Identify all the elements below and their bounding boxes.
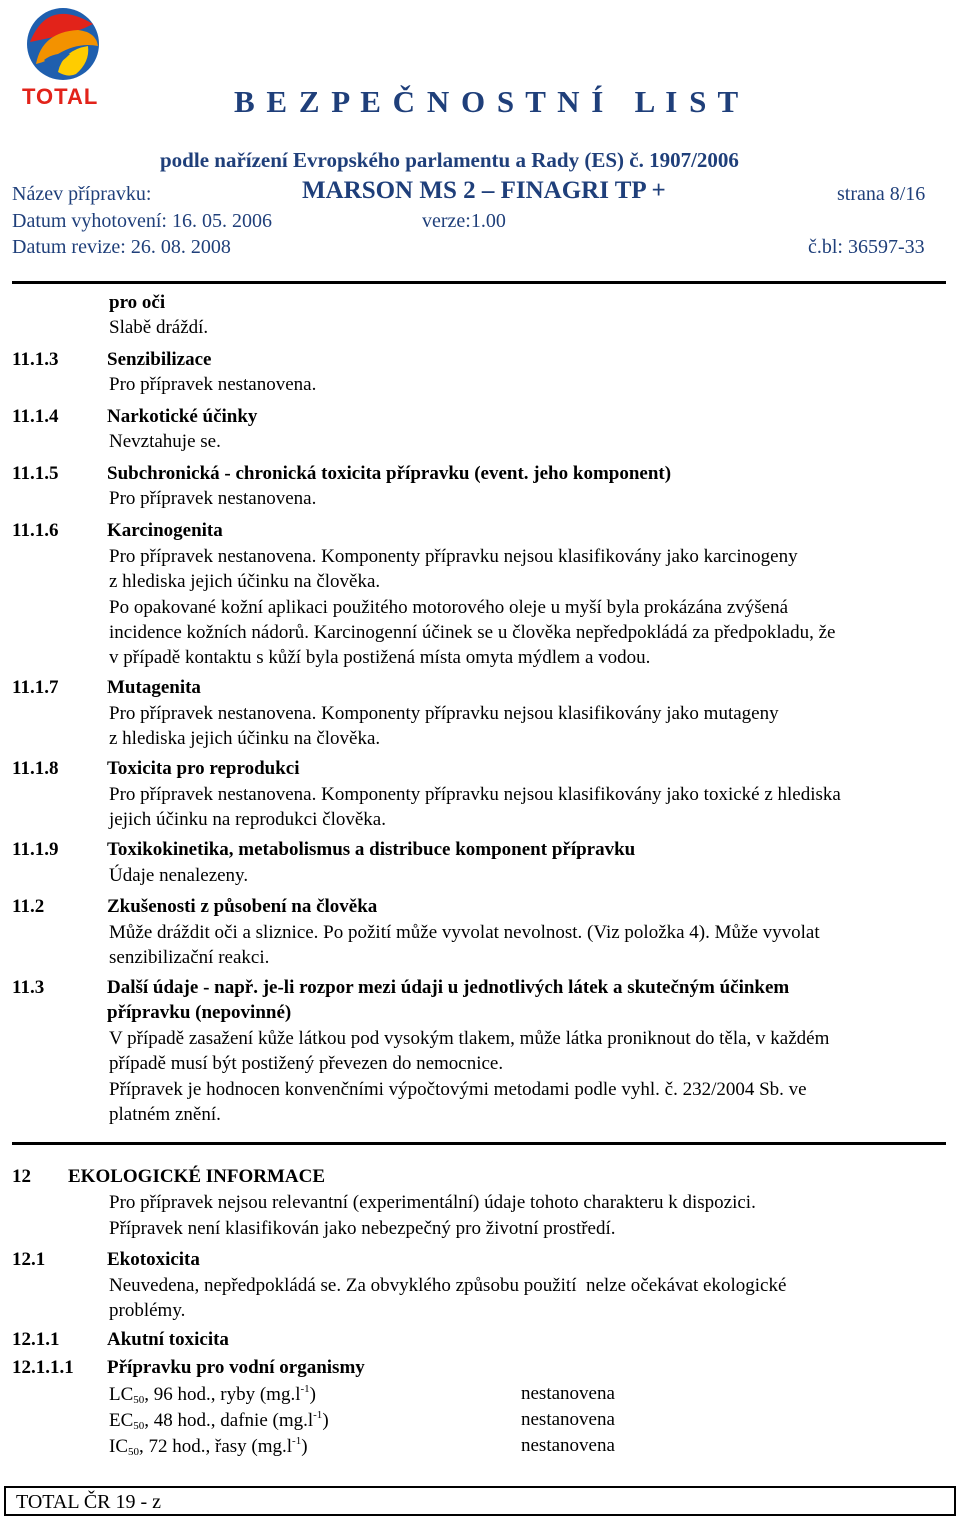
total-logo — [18, 2, 108, 110]
document-title: B E Z P E Č N O S T N Í L I S T — [234, 84, 741, 119]
metric-close: ) — [301, 1436, 308, 1457]
paragraph-line: Může dráždit oči a sliznice. Po požití může vyvolat nevolnost. (Viz položka 4). Může vyvolat — [109, 922, 820, 943]
metric-detail: , 96 hod., ryby (mg.l — [144, 1384, 301, 1405]
paragraph-line: platném znění. — [109, 1104, 221, 1125]
paragraph-line: V případě zasažení kůže látkou pod vysokým tlakem, může látka proniknout do těla, v každém — [109, 1028, 830, 1049]
section-number: 11.1.5 — [12, 463, 59, 484]
metric-subscript: 50 — [133, 1394, 145, 1406]
section-number: 11.1.6 — [12, 520, 59, 541]
paragraph: Pro přípravek nestanovena. — [109, 488, 317, 509]
paragraph: Pro přípravek nestanovena. — [109, 374, 317, 395]
section-heading: Přípravku pro vodní organismy — [107, 1357, 365, 1378]
version: verze:1.00 — [422, 210, 506, 232]
paragraph-line: Neuvedena, nepředpokládá se. Za obvyklého způsobu použití nelze očekávat ekologické — [109, 1275, 787, 1296]
page-number: strana 8/16 — [837, 183, 926, 205]
metric-close: ) — [309, 1384, 316, 1405]
section-heading: Zkušenosti z působení na člověka — [107, 896, 378, 917]
metric-subscript: 50 — [133, 1420, 145, 1432]
paragraph-line: v případě kontaktu s kůží byla postižená místa omyta mýdlem a vodou. — [109, 647, 651, 668]
section-heading: Ekotoxicita — [107, 1249, 200, 1270]
paragraph-line: Pro přípravek nejsou relevantní (experimentální) údaje tohoto charakteru k dispozici. — [109, 1192, 756, 1213]
section-heading: Akutní toxicita — [107, 1329, 229, 1350]
sheet-number: č.bl: 36597-33 — [808, 236, 925, 258]
eyes-heading: pro oči — [109, 292, 166, 313]
section-heading: Další údaje - např. je-li rozpor mezi údaji u jednotlivých látek a skutečným účinkem — [107, 977, 790, 998]
section-heading: Toxicita pro reprodukci — [107, 758, 300, 779]
section-number: 11.1.9 — [12, 839, 59, 860]
paragraph: Údaje nenalezeny. — [109, 865, 249, 886]
section-heading: Karcinogenita — [107, 520, 223, 541]
metric-detail: , 72 hod., řasy (mg.l — [139, 1436, 293, 1457]
section-heading: Senzibilizace — [107, 349, 212, 370]
toxicity-value: nestanovena — [521, 1435, 615, 1456]
toxicity-row — [109, 1383, 316, 1406]
metric-label: IC — [109, 1436, 128, 1457]
paragraph-line: problémy. — [109, 1300, 186, 1321]
section-number: 11.3 — [12, 977, 45, 998]
metric-label: EC — [109, 1410, 134, 1431]
section-number: 11.2 — [12, 896, 45, 917]
paragraph-line: Přípravek je hodnocen konvenčními výpočtovými metodami podle vyhl. č. 232/2004 Sb. ve — [109, 1079, 807, 1100]
product-label: Název přípravku: — [12, 183, 152, 205]
paragraph-line: Pro přípravek nestanovena. Komponenty přípravku nejsou klasifikovány jako mutageny — [109, 703, 779, 724]
paragraph: Nevztahuje se. — [109, 431, 221, 452]
section-heading: přípravku (nepovinné) — [107, 1002, 292, 1023]
paragraph-line: Pro přípravek nestanovena. Komponenty přípravku nejsou klasifikovány jako toxické z hlediska — [109, 784, 841, 805]
section-divider — [12, 1142, 946, 1145]
footer — [4, 1486, 956, 1516]
metric-superscript: -1 — [292, 1435, 302, 1447]
created-date: Datum vyhotovení: 16. 05. 2006 — [12, 210, 272, 232]
product-name: MARSON MS 2 – FINAGRI TP + — [302, 177, 666, 204]
header-divider — [12, 281, 946, 284]
eyes-text: Slabě dráždí. — [109, 317, 209, 338]
metric-label: LC — [109, 1384, 134, 1405]
section-number: 12.1.1.1 — [12, 1357, 74, 1378]
paragraph-line: Přípravek není klasifikován jako nebezpečný pro životní prostředí. — [109, 1218, 616, 1239]
toxicity-row — [109, 1435, 308, 1458]
regulation-line: podle nařízení Evropského parlamentu a Rady (ES) č. 1907/2006 — [160, 148, 739, 172]
section-number: 12.1 — [12, 1249, 46, 1270]
section-number: 11.1.8 — [12, 758, 59, 779]
paragraph-line: incidence kožních nádorů. Karcinogenní účinek se u člověka nepředpokládá za předpokladu, že — [109, 622, 836, 643]
section-number: 12.1.1 — [12, 1329, 60, 1350]
paragraph-line: případě musí být postižený převezen do nemocnice. — [109, 1053, 504, 1074]
section-heading: Toxikokinetika, metabolismus a distribuce komponent přípravku — [107, 839, 636, 860]
footer-text: TOTAL ČR 19 - z — [16, 1491, 162, 1513]
metric-subscript: 50 — [128, 1446, 139, 1458]
section-number: 11.1.7 — [12, 677, 59, 698]
revision-date: Datum revize: 26. 08. 2008 — [12, 236, 231, 258]
paragraph-line: z hlediska jejich účinku na člověka. — [109, 728, 381, 749]
toxicity-value: nestanovena — [521, 1409, 615, 1430]
section-heading: Mutagenita — [107, 677, 201, 698]
metric-superscript: -1 — [313, 1409, 323, 1421]
logo-text: TOTAL — [22, 84, 99, 109]
toxicity-value: nestanovena — [521, 1383, 615, 1404]
metric-close: ) — [322, 1410, 329, 1431]
section-heading: EKOLOGICKÉ INFORMACE — [68, 1166, 326, 1187]
section-number: 12 — [12, 1166, 31, 1187]
section-heading: Subchronická - chronická toxicita přípravku (event. jeho komponent) — [107, 463, 672, 484]
section-number: 11.1.4 — [12, 406, 59, 427]
section-number: 11.1.3 — [12, 349, 59, 370]
paragraph-line: Po opakované kožní aplikaci použitého motorového oleje u myší byla prokázána zvýšená — [109, 597, 789, 618]
metric-superscript: -1 — [300, 1383, 310, 1395]
paragraph-line: jejich účinku na reprodukci člověka. — [109, 809, 386, 830]
section-heading: Narkotické účinky — [107, 406, 258, 427]
paragraph-line: Pro přípravek nestanovena. Komponenty přípravku nejsou klasifikovány jako karcinogeny — [109, 546, 798, 567]
paragraph-line: senzibilizační reakci. — [109, 947, 270, 968]
metric-detail: , 48 hod., dafnie (mg.l — [144, 1410, 314, 1431]
toxicity-row — [109, 1409, 329, 1432]
paragraph-line: z hlediska jejich účinku na člověka. — [109, 571, 381, 592]
